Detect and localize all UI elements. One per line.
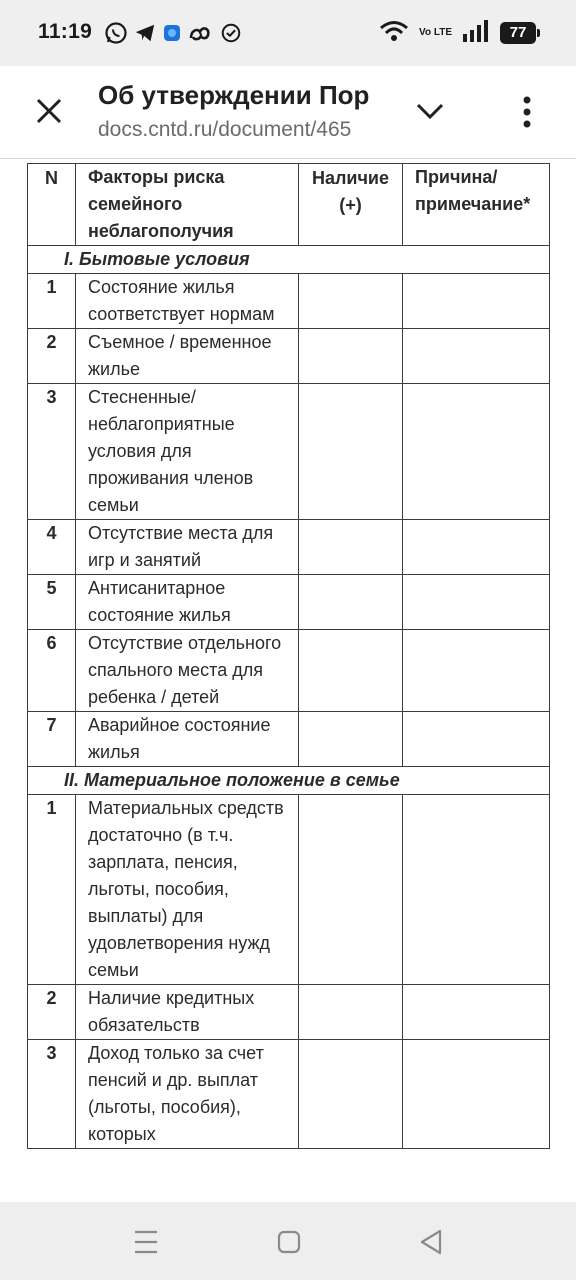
header-factors: Факторы риска семейного неблагополучия [76, 164, 299, 246]
page-url: docs.cntd.ru/document/465 [98, 118, 352, 141]
table-row [28, 384, 550, 520]
table-row [28, 520, 550, 575]
reason-cell [403, 630, 550, 712]
recents-icon [133, 1229, 159, 1255]
battery-icon: 77 [500, 22, 536, 44]
back-button[interactable] [411, 1222, 451, 1262]
close-button[interactable] [30, 92, 68, 130]
row-number: 7 [28, 712, 76, 767]
whatsapp-icon [104, 21, 128, 45]
table-row [28, 575, 550, 630]
section-title: II. Материальное положение в семье [28, 767, 550, 795]
row-factor: Отсутствие отдельного спального места для ребенка / детей [76, 630, 299, 712]
presence-cell [299, 795, 403, 985]
header-n: N [28, 164, 76, 246]
signal-icon [462, 20, 490, 47]
row-number: 3 [28, 384, 76, 520]
presence-cell [299, 630, 403, 712]
row-number: 5 [28, 575, 76, 630]
presence-cell [299, 985, 403, 1040]
section-title: I. Бытовые условия [28, 246, 550, 274]
header-reason: Причина/ примечание* [403, 164, 550, 246]
row-factor: Доход только за счет пенсий и др. выплат (льготы, пособия), которых [76, 1040, 299, 1149]
row-factor: Съемное / временное жилье [76, 329, 299, 384]
reason-cell [403, 795, 550, 985]
row-number: 1 [28, 274, 76, 329]
section-row [28, 246, 550, 274]
row-number: 2 [28, 329, 76, 384]
presence-cell [299, 575, 403, 630]
presence-cell [299, 712, 403, 767]
custom-tab-toolbar [0, 66, 576, 159]
more-vert-icon [523, 96, 531, 128]
reason-cell [403, 985, 550, 1040]
table-row [28, 630, 550, 712]
reason-cell [403, 329, 550, 384]
row-factor: Отсутствие места для игр и занятий [76, 520, 299, 575]
cloud-app-icon [188, 22, 214, 44]
home-icon [277, 1230, 301, 1254]
document-content[interactable] [0, 162, 576, 1202]
telegram-icon [134, 22, 156, 44]
app-icon [162, 23, 182, 43]
close-icon [36, 98, 62, 124]
reason-cell [403, 575, 550, 630]
table-row [28, 274, 550, 329]
row-number: 2 [28, 985, 76, 1040]
table-row [28, 1040, 550, 1149]
reason-cell [403, 712, 550, 767]
row-number: 6 [28, 630, 76, 712]
more-options-button[interactable] [512, 92, 542, 132]
back-icon [419, 1229, 443, 1255]
presence-cell [299, 274, 403, 329]
system-indicators [379, 19, 536, 47]
table-row [28, 712, 550, 767]
page-title: Об утверждении Пор [98, 80, 370, 110]
row-factor: Наличие кредитных обязательств [76, 985, 299, 1040]
table-row [28, 795, 550, 985]
volte-label: Vo LTE [419, 27, 452, 38]
presence-cell [299, 520, 403, 575]
reason-cell [403, 384, 550, 520]
reason-cell [403, 520, 550, 575]
recents-button[interactable] [126, 1222, 166, 1262]
check-circle-icon [220, 22, 242, 44]
row-number: 4 [28, 520, 76, 575]
home-button[interactable] [269, 1222, 309, 1262]
section-row [28, 767, 550, 795]
row-factor: Материальных средств достаточно (в т.ч. зарплата, пенсия, льготы, пособия, выплаты) для удовлетворения нужд семьи [76, 795, 299, 985]
presence-cell [299, 329, 403, 384]
row-factor: Стесненные/ неблагоприятные условия для проживания членов семьи [76, 384, 299, 520]
risk-factors-table [27, 163, 550, 1149]
presence-cell [299, 384, 403, 520]
table-header-row [28, 164, 550, 246]
expand-button[interactable] [412, 94, 448, 130]
table-row [28, 985, 550, 1040]
reason-cell [403, 1040, 550, 1149]
row-number: 1 [28, 795, 76, 985]
wifi-icon [379, 20, 409, 47]
row-factor: Состояние жилья соответствует нормам [76, 274, 299, 329]
system-nav-bar [0, 1202, 576, 1280]
reason-cell [403, 274, 550, 329]
notification-icons [104, 21, 242, 45]
row-number: 3 [28, 1040, 76, 1149]
header-presence: Наличие (+) [299, 164, 403, 246]
row-factor: Антисанитарное состояние жилья [76, 575, 299, 630]
presence-cell [299, 1040, 403, 1149]
table-row [28, 329, 550, 384]
status-time: 11:19 [38, 20, 93, 43]
row-factor: Аварийное состояние жилья [76, 712, 299, 767]
status-bar [0, 0, 576, 66]
chevron-down-icon [416, 103, 444, 121]
